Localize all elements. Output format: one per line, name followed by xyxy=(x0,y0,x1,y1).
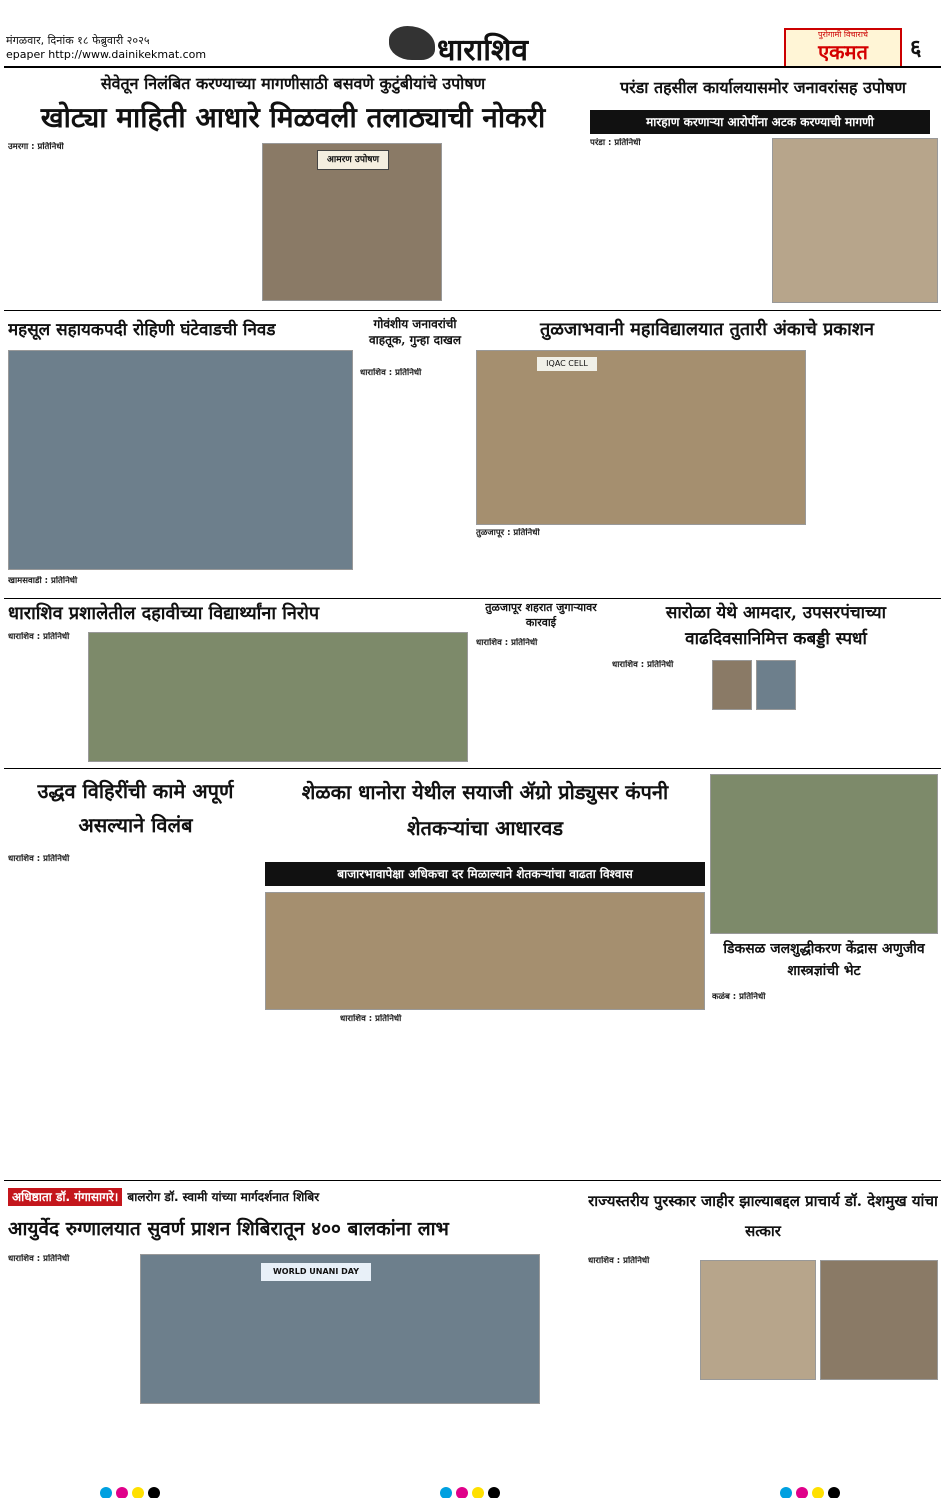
registration-marks-left xyxy=(100,1484,200,1498)
story10-headline: शेळका धानोरा येथील सयाजी ॲग्रो प्रोड्युसर कंपनी शेतकऱ्यांचा आधारवड xyxy=(301,780,669,840)
newspaper-logo xyxy=(784,28,902,68)
story9-headline-box xyxy=(8,774,263,850)
reg-cyan-dot xyxy=(100,1487,112,1498)
story1-headline: खोट्या माहिती आधारे मिळवली तलाठ्याची नोकरी xyxy=(40,101,546,134)
story3-photo xyxy=(8,350,353,570)
story3-headline-box xyxy=(8,316,358,346)
story12-banner: WORLD UNANI DAY xyxy=(261,1263,371,1281)
reg-cyan-dot xyxy=(780,1487,792,1498)
divider-1 xyxy=(4,310,941,311)
story12-kicker-box xyxy=(8,1186,578,1208)
story13-byline: धाराशिव : प्रतिनिधी xyxy=(588,1256,650,1266)
page-number: ६ xyxy=(910,36,922,61)
story5-headline-box xyxy=(476,316,938,346)
logo-tagline: पुरोगामी विचाराचे xyxy=(818,30,868,39)
story13-photo-2 xyxy=(820,1260,938,1380)
story2-column xyxy=(590,138,760,158)
story10-headline-box xyxy=(265,774,705,854)
story3-byline: खामसवाडी : प्रतिनिधी xyxy=(8,576,78,586)
story12-photo xyxy=(140,1254,540,1404)
logo-brand: एकमत xyxy=(818,40,868,64)
story7-headline: तुळजापूर शहरात जुगाऱ्यावर कारवाई xyxy=(485,601,597,629)
story13-headline: राज्यस्तरीय पुरस्कार जाहीर झाल्याबद्दल प्राचार्य डॉ. देशमुख यांचा सत्कार xyxy=(588,1192,938,1240)
divider-3 xyxy=(4,768,941,769)
story6-photo xyxy=(88,632,468,762)
story1-kicker: सेवेतून निलंबित करण्याच्या मागणीसाठी बसवणे कुटुंबीयांचे उपोषण xyxy=(100,74,486,93)
story5-column xyxy=(476,528,546,548)
story4-headline: गोवंशीय जनावरांची वाहतूक, गुन्हा दाखल xyxy=(369,317,461,347)
story13-column xyxy=(588,1256,698,1276)
story1-column xyxy=(8,142,88,312)
masthead xyxy=(385,24,565,64)
story3-headline: महसूल सहायकपदी रोहिणी घंटेवाडची निवड xyxy=(8,320,276,340)
date-line: मंगळवार, दिनांक १८ फेब्रुवारी २०२५ xyxy=(6,34,150,47)
story10-photo xyxy=(265,892,705,1010)
divider-4 xyxy=(4,1180,941,1181)
story10-byline: धाराशिव : प्रतिनिधी xyxy=(340,1014,402,1024)
story9-headline: उद्धव विहिरींची कामे अपूर्ण असल्याने विलंब xyxy=(37,779,234,837)
header-rule xyxy=(4,66,941,68)
story4-column xyxy=(360,368,470,388)
story12-kicker-red: अधिष्ठाता डॉ. गंगासागरे। xyxy=(8,1188,122,1206)
story7-column xyxy=(476,638,606,658)
story8-portrait-2 xyxy=(756,660,796,710)
story2-headline-box xyxy=(588,74,938,104)
divider-2 xyxy=(4,598,941,599)
story12-byline: धाराशिव : प्रतिनिधी xyxy=(8,1254,70,1264)
story1-banner: आमरण उपोषण xyxy=(317,150,389,170)
reg-magenta-dot xyxy=(116,1487,128,1498)
reg-yellow-dot xyxy=(812,1487,824,1498)
reg-black-dot xyxy=(148,1487,160,1498)
story6-column xyxy=(8,632,88,652)
story7-headline-box xyxy=(476,600,606,636)
story11-headline-box xyxy=(710,938,938,988)
reg-yellow-dot xyxy=(132,1487,144,1498)
story2-headline: परंडा तहसील कार्यालयासमोर जनावरांसह उपोषण xyxy=(620,78,906,97)
reg-magenta-dot xyxy=(796,1487,808,1498)
registration-marks-right xyxy=(780,1484,880,1498)
story2-photo xyxy=(772,138,938,303)
story10-subhead: बाजारभावापेक्षा अधिकचा दर मिळाल्याने शेतकऱ्यांचा वाढता विश्वास xyxy=(265,862,705,886)
story12-kicker-rest: बालरोग डॉ. स्वामी यांच्या मार्गदर्शनात शिबिर xyxy=(127,1190,320,1204)
story12-headline-box xyxy=(8,1210,578,1250)
epaper-link[interactable]: epaper http://www.dainikekmat.com xyxy=(6,48,207,61)
story12-column xyxy=(8,1254,128,1274)
story11-headline: डिकसळ जलशुद्धीकरण केंद्रास अणुजीव शास्त्रज्ञांची भेट xyxy=(723,941,925,979)
story8-headline: सारोळा येथे आमदार, उपसरपंचाच्या वाढदिवसानिमित्त कबड्डी स्पर्धा xyxy=(665,603,887,649)
story8-portrait-1 xyxy=(712,660,752,710)
story5-photo xyxy=(476,350,806,525)
masthead-title: धाराशिव xyxy=(437,33,529,64)
story1-headline-box xyxy=(8,98,578,140)
reg-yellow-dot xyxy=(472,1487,484,1498)
story2-byline: परंडा : प्रतिनिधी xyxy=(590,138,641,148)
reg-black-dot xyxy=(828,1487,840,1498)
story12-headline: आयुर्वेद रुग्णालयात सुवर्ण प्राशन शिबिरातून ४०० बालकांना लाभ xyxy=(8,1218,449,1240)
story11-photo xyxy=(710,774,938,934)
story2-subhead: मारहाण करणाऱ्या आरोपींना अटक करण्याची मागणी xyxy=(590,110,930,134)
story1-byline: उमरगा : प्रतिनिधी xyxy=(8,142,64,152)
story9-byline: धाराशिव : प्रतिनिधी xyxy=(8,854,70,864)
reg-cyan-dot xyxy=(440,1487,452,1498)
district-map-icon xyxy=(389,26,435,60)
registration-marks-center xyxy=(440,1484,540,1498)
story9-column xyxy=(8,854,108,874)
story3-column xyxy=(8,576,108,596)
story8-byline: धाराशिव : प्रतिनिधी xyxy=(612,660,674,670)
story1-photo xyxy=(262,143,442,301)
story5-headline: तुळजाभवानी महाविद्यालयात तुतारी अंकाचे प्रकाशन xyxy=(539,319,875,340)
story8-column xyxy=(612,660,712,680)
story13-headline-box xyxy=(588,1186,938,1252)
story5-banner: IQAC CELL xyxy=(537,357,597,371)
story7-byline: धाराशिव : प्रतिनिधी xyxy=(476,638,538,648)
story6-headline-box xyxy=(8,600,468,630)
story8-headline-box xyxy=(612,600,940,656)
story11-byline: कळंब : प्रतिनिधी xyxy=(712,992,766,1002)
story6-headline: धाराशिव प्रशालेतील दहावीच्या विद्यार्थ्यांना निरोप xyxy=(8,603,320,624)
story4-headline-box xyxy=(360,316,470,366)
story1-kicker-box xyxy=(8,72,578,96)
reg-magenta-dot xyxy=(456,1487,468,1498)
story6-byline: धाराशिव : प्रतिनिधी xyxy=(8,632,70,642)
story11-column xyxy=(712,992,822,1012)
story5-byline: तुळजापूर : प्रतिनिधी xyxy=(476,528,540,538)
story13-photo-1 xyxy=(700,1260,816,1380)
reg-black-dot xyxy=(488,1487,500,1498)
story10-column xyxy=(340,1014,450,1034)
header-dateline xyxy=(6,34,206,62)
story4-byline: धाराशिव : प्रतिनिधी xyxy=(360,368,422,378)
